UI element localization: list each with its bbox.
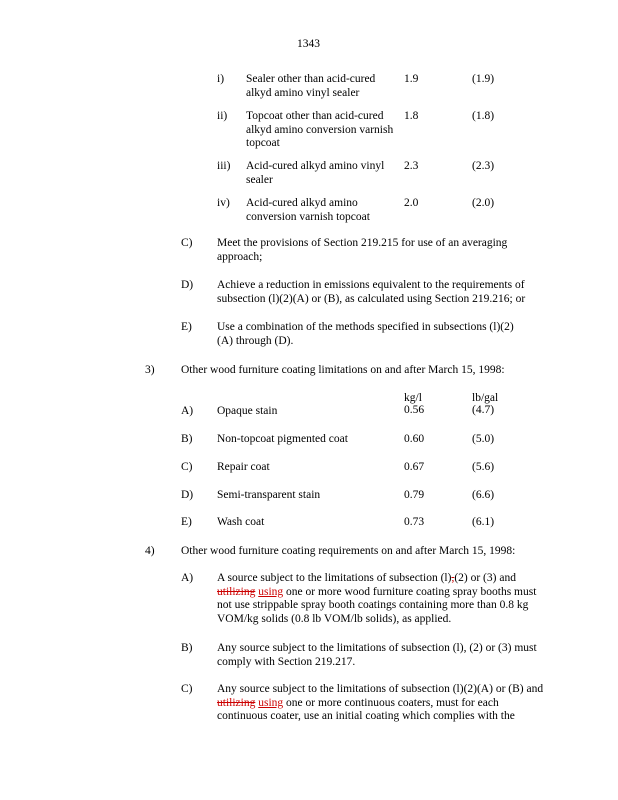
- item-b-text: Any source subject to the limitations of subsection (l), (2) or (3) must comply with Section 219.217.: [217, 642, 537, 668]
- row-kg: 0.73: [404, 516, 425, 528]
- sub-item-kg: 2.0: [404, 197, 419, 209]
- text-run: Any source subject to the limitations of subsection (l)(2)(A) or (B) and: [217, 683, 544, 695]
- page-number: 1343: [297, 38, 320, 50]
- sub-item-marker: i): [217, 73, 225, 85]
- row-name: Repair coat: [217, 461, 270, 473]
- row-lb: (6.1): [472, 516, 495, 528]
- row-marker: E): [181, 516, 192, 528]
- section-heading: Other wood furniture coating limitations on and after March 15, 1998:: [181, 364, 505, 376]
- deleted-text: ,: [451, 572, 455, 584]
- deleted-text: utilizing: [217, 696, 256, 709]
- row-lb: (5.0): [472, 433, 495, 445]
- sub-item-text: Sealer other than acid-cured alkyd amino vinyl sealer: [246, 73, 376, 99]
- sub-item-kg: 1.9: [404, 73, 419, 85]
- item-a-text: [217, 572, 547, 626]
- row-kg: 0.79: [404, 489, 425, 501]
- sub-item-text: Acid-cured alkyd amino vinyl sealer: [246, 160, 385, 186]
- row-kg: 0.67: [404, 461, 425, 473]
- text-run: one or more continuous coaters, must for each continuous coater, use an initial coating which complies with the: [217, 696, 515, 722]
- item-marker: A): [181, 572, 194, 584]
- sub-item-kg: 1.8: [404, 110, 419, 122]
- option-marker: E): [181, 321, 192, 333]
- row-kg: 0.60: [404, 433, 425, 445]
- inserted-text: using: [258, 696, 284, 709]
- section-heading: Other wood furniture coating requirements on and after March 15, 1998:: [181, 545, 516, 557]
- option-text: Use a combination of the methods specified in subsections (l)(2)(A) through (D).: [217, 321, 514, 347]
- row-marker: D): [181, 489, 194, 501]
- row-name: Wash coat: [217, 516, 265, 528]
- sub-item-lb: (2.0): [472, 197, 495, 209]
- inserted-text: using: [258, 585, 284, 598]
- text-run: (2) or (3) and: [454, 572, 516, 584]
- option-marker: C): [181, 237, 193, 249]
- text-run: A source subject to the limitations of subsection (l): [217, 572, 452, 584]
- option-text: Meet the provisions of Section 219.215 for use of an averaging approach;: [217, 237, 508, 263]
- row-kg: 0.56: [404, 404, 425, 416]
- item-c-text: [217, 683, 547, 724]
- row-name: Opaque stain: [217, 405, 278, 417]
- sub-item-marker: ii): [217, 110, 228, 122]
- row-marker: B): [181, 433, 193, 445]
- sub-item-text: Topcoat other than acid-cured alkyd amino conversion varnish topcoat: [246, 110, 394, 149]
- text-run: one or more wood furniture coating spray booths must not use strippable spray booth coatings containing more than 0.8 kg VOM/kg solids (0.8 lb VOM/lb solids), as applied.: [217, 585, 537, 625]
- item-marker: C): [181, 683, 193, 695]
- sub-item-lb: (2.3): [472, 160, 495, 172]
- sub-item-lb: (1.9): [472, 73, 495, 85]
- sub-item-lb: (1.8): [472, 110, 495, 122]
- sub-item-text: Acid-cured alkyd amino conversion varnish topcoat: [246, 197, 370, 223]
- row-lb: (6.6): [472, 489, 495, 501]
- sub-item-marker: iii): [217, 160, 231, 172]
- section-marker: 4): [145, 545, 155, 557]
- row-marker: A): [181, 405, 194, 417]
- sub-item-kg: 2.3: [404, 160, 419, 172]
- item-marker: B): [181, 642, 193, 654]
- option-marker: D): [181, 279, 194, 291]
- sub-item-marker: iv): [217, 197, 230, 209]
- row-name: Semi-transparent stain: [217, 489, 321, 501]
- column-header-lb: lb/gal: [472, 392, 499, 404]
- row-marker: C): [181, 461, 193, 473]
- column-header-kg: kg/l: [404, 392, 422, 404]
- row-lb: (5.6): [472, 461, 495, 473]
- deleted-text: utilizing: [217, 585, 256, 598]
- option-text: Achieve a reduction in emissions equivalent to the requirements of subsection (l)(2)(A) or (B), as calculated using Section 219.216; or: [217, 279, 526, 305]
- row-name: Non-topcoat pigmented coat: [217, 433, 348, 445]
- row-lb: (4.7): [472, 404, 495, 416]
- section-marker: 3): [145, 364, 155, 376]
